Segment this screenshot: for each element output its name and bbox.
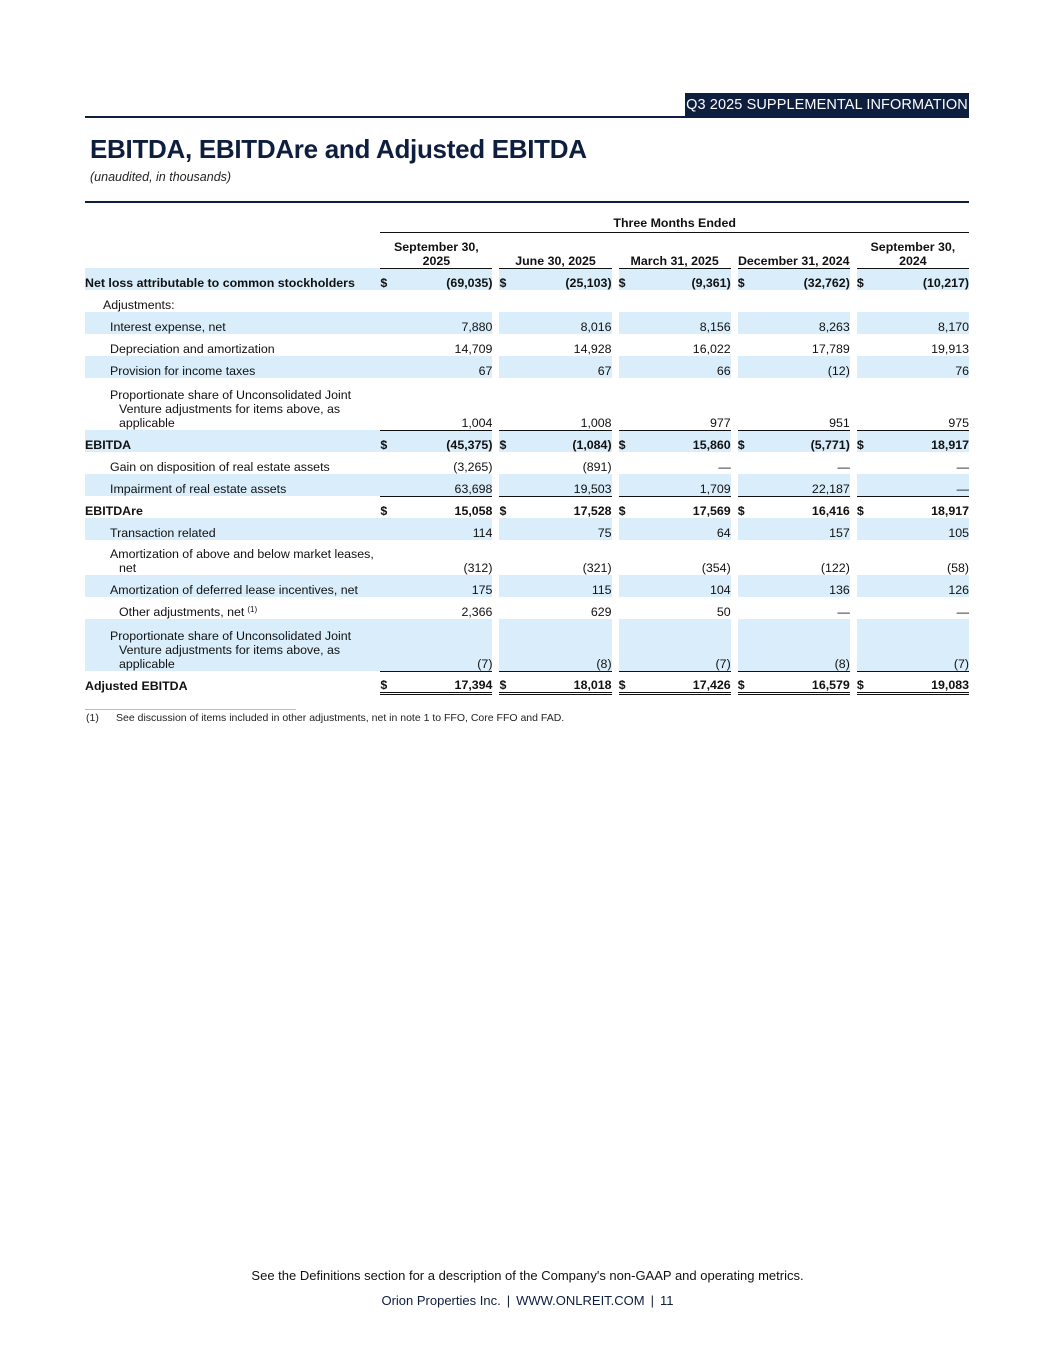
- table-cell: [752, 290, 850, 312]
- dollar-sign: $: [499, 430, 513, 452]
- table-row: [85, 312, 969, 334]
- dollar-sign: [499, 540, 513, 575]
- column-gap: [492, 671, 499, 693]
- table-cell: (8): [752, 619, 850, 671]
- footer-note: See the Definitions section for a description of the Company's non-GAAP and operating metrics.: [251, 1268, 804, 1283]
- footnote-number: (1): [86, 712, 99, 724]
- row-label-text: Other adjustments, net: [119, 605, 245, 619]
- table-cell: 115: [513, 575, 611, 597]
- supplemental-badge: Q3 2025 SUPPLEMENTAL INFORMATION: [685, 93, 969, 118]
- column-gap: [731, 671, 738, 693]
- row-label: [85, 356, 380, 378]
- table-cell: 17,528: [513, 496, 611, 518]
- dollar-sign: [499, 597, 513, 619]
- dollar-sign: [380, 619, 394, 671]
- footnote-text: See discussion of items included in other adjustments, net in note 1 to FFO, Core FFO and FAD.: [116, 712, 565, 724]
- dollar-sign: [857, 597, 871, 619]
- column-gap: [850, 671, 857, 693]
- dollar-sign: [380, 540, 394, 575]
- column-gap: [492, 452, 499, 474]
- column-gap: [850, 430, 857, 452]
- dollar-sign: [857, 474, 871, 496]
- dollar-sign: [738, 378, 752, 430]
- dollar-sign: [738, 540, 752, 575]
- row-label-text: Amortization of above and below market leases, net: [110, 547, 374, 575]
- dollar-sign: $: [380, 671, 394, 693]
- title-rule: [85, 201, 969, 203]
- dollar-sign: [738, 575, 752, 597]
- column-gap: [612, 540, 619, 575]
- table-cell: —: [956, 605, 969, 619]
- table-cell: —: [837, 605, 850, 619]
- column-gap: [492, 496, 499, 518]
- dollar-sign: [857, 312, 871, 334]
- dollar-sign: [738, 597, 752, 619]
- table-cell: 2,366: [461, 605, 493, 619]
- dollar-sign: [380, 378, 394, 430]
- dollar-sign: [499, 619, 513, 671]
- column-gap: [492, 518, 499, 540]
- dollar-sign: $: [857, 268, 871, 290]
- dollar-sign: [499, 334, 513, 356]
- dollar-sign: [499, 575, 513, 597]
- row-label-text: Provision for income taxes: [110, 364, 256, 378]
- column-header: December 31, 2024: [738, 233, 850, 268]
- column-gap: [850, 378, 857, 430]
- column-gap: [850, 290, 857, 312]
- column-gap: [612, 378, 619, 430]
- footer-line: [0, 1293, 1055, 1308]
- table-row: [85, 619, 969, 671]
- column-gap: [612, 430, 619, 452]
- table-cell: [871, 290, 969, 312]
- column-gap: [492, 619, 499, 671]
- table-cell: 126: [871, 575, 969, 597]
- dollar-sign: $: [380, 268, 394, 290]
- column-gap: [492, 597, 499, 619]
- column-gap: [731, 334, 738, 356]
- footer-website[interactable]: WWW.ONLREIT.COM: [516, 1293, 645, 1308]
- dollar-sign: [738, 312, 752, 334]
- dollar-sign: $: [499, 496, 513, 518]
- column-gap: [612, 356, 619, 378]
- table-cell: 16,416: [752, 496, 850, 518]
- footnote-reference: (1): [247, 605, 258, 614]
- table-cell: 63,698: [394, 474, 492, 496]
- table-cell: 19,503: [513, 474, 611, 496]
- dollar-sign: [738, 619, 752, 671]
- table-cell: 17,569: [633, 496, 731, 518]
- column-gap: [612, 597, 619, 619]
- dollar-sign: [380, 597, 394, 619]
- dollar-sign: $: [619, 430, 633, 452]
- row-label-text: Gain on disposition of real estate assets: [110, 460, 330, 474]
- dollar-sign: [857, 378, 871, 430]
- table-cell: 17,789: [811, 342, 850, 356]
- table-cell: 175: [394, 575, 492, 597]
- table-row: [85, 597, 969, 619]
- row-label-text: EBITDAre: [85, 504, 143, 518]
- table-cell: 18,917: [871, 430, 969, 452]
- table-row: [85, 334, 969, 356]
- column-gap: [612, 496, 619, 518]
- column-gap: [612, 290, 619, 312]
- dollar-sign: [380, 356, 394, 378]
- row-label: [85, 597, 380, 619]
- row-label: [85, 312, 380, 334]
- column-header: September 30, 2024: [857, 233, 969, 268]
- header-rule: [85, 116, 687, 118]
- table-cell: 75: [513, 518, 611, 540]
- dollar-sign: [619, 474, 633, 496]
- table-row: [85, 356, 969, 378]
- table-cell: (10,217): [871, 268, 969, 290]
- dollar-sign: $: [499, 671, 513, 693]
- column-gap: [731, 356, 738, 378]
- dollar-sign: [499, 452, 513, 474]
- column-gap: [492, 334, 499, 356]
- row-label: [85, 671, 380, 693]
- ebitda-table: [85, 213, 969, 695]
- column-gap: [612, 334, 619, 356]
- table-cell: 14,709: [454, 342, 493, 356]
- column-gap: [850, 356, 857, 378]
- dollar-sign: $: [738, 430, 752, 452]
- dollar-sign: [380, 312, 394, 334]
- row-label-text: Transaction related: [110, 526, 216, 540]
- table-cell: 105: [871, 518, 969, 540]
- column-gap: [850, 496, 857, 518]
- table-cell: 104: [633, 575, 731, 597]
- row-label: [85, 540, 380, 575]
- table-cell: (12): [752, 356, 850, 378]
- row-label: [85, 378, 380, 430]
- column-gap: [612, 268, 619, 290]
- dollar-sign: [857, 518, 871, 540]
- column-gap: [850, 619, 857, 671]
- dollar-sign: $: [619, 671, 633, 693]
- column-header: June 30, 2025: [499, 233, 611, 268]
- dollar-sign: $: [499, 268, 513, 290]
- dollar-sign: [619, 597, 633, 619]
- column-gap: [612, 452, 619, 474]
- table-cell: 16,579: [752, 671, 850, 693]
- dollar-sign: [738, 356, 752, 378]
- dollar-sign: [857, 540, 871, 575]
- row-label-text: Proportionate share of Unconsolidated Joint Venture adjustments for items above, as applicable: [110, 629, 352, 671]
- dollar-sign: [619, 312, 633, 334]
- dollar-sign: [380, 452, 394, 474]
- table-cell: —: [718, 460, 731, 474]
- column-gap: [850, 540, 857, 575]
- row-label-text: Impairment of real estate assets: [110, 482, 287, 496]
- dollar-sign: $: [857, 430, 871, 452]
- column-gap: [731, 575, 738, 597]
- row-label: [85, 518, 380, 540]
- column-gap: [612, 575, 619, 597]
- row-label: [85, 290, 380, 312]
- dollar-sign: [619, 540, 633, 575]
- table-cell: (3,265): [453, 460, 493, 474]
- table-cell: (58): [946, 561, 969, 575]
- table-cell: 977: [710, 415, 731, 430]
- page-subtitle: (unaudited, in thousands): [90, 170, 232, 184]
- table-cell: 1,004: [461, 415, 493, 430]
- dollar-sign: [857, 452, 871, 474]
- table-cell: (7): [394, 619, 492, 671]
- table-cell: 50: [716, 605, 731, 619]
- table-cell: 18,917: [871, 496, 969, 518]
- dollar-sign: [619, 575, 633, 597]
- dollar-sign: $: [738, 496, 752, 518]
- table-cell: —: [837, 460, 850, 474]
- dollar-sign: [619, 619, 633, 671]
- footer-separator: |: [506, 1293, 511, 1308]
- dollar-sign: [738, 334, 752, 356]
- dollar-sign: $: [738, 268, 752, 290]
- column-gap: [731, 378, 738, 430]
- footnote: [86, 712, 564, 724]
- table-cell: (321): [582, 561, 612, 575]
- table-cell: 8,156: [633, 312, 731, 334]
- dollar-sign: [380, 290, 394, 312]
- table-row: [85, 671, 969, 693]
- row-label: [85, 334, 380, 356]
- row-label: [85, 619, 380, 671]
- table-row: [85, 268, 969, 290]
- dollar-sign: [499, 356, 513, 378]
- table-row: [85, 452, 969, 474]
- table-cell: 19,083: [871, 671, 969, 693]
- table-cell: (7): [633, 619, 731, 671]
- table-cell: 19,913: [931, 342, 969, 356]
- dollar-sign: $: [380, 430, 394, 452]
- dollar-sign: $: [857, 671, 871, 693]
- column-gap: [492, 430, 499, 452]
- column-gap: [850, 474, 857, 496]
- column-gap: [492, 540, 499, 575]
- row-label-text: Amortization of deferred lease incentives, net: [110, 583, 358, 597]
- column-gap: [731, 268, 738, 290]
- table-cell: 67: [394, 356, 492, 378]
- table-cell: 629: [590, 605, 612, 619]
- column-gap: [850, 334, 857, 356]
- table-cell: 66: [633, 356, 731, 378]
- dollar-sign: [857, 356, 871, 378]
- dollar-sign: [619, 378, 633, 430]
- table-cell: 64: [633, 518, 731, 540]
- table-cell: (354): [701, 561, 731, 575]
- column-gap: [731, 597, 738, 619]
- dollar-sign: [380, 518, 394, 540]
- table-cell: 136: [752, 575, 850, 597]
- table-cell: (45,375): [394, 430, 492, 452]
- table-row: [85, 378, 969, 430]
- dollar-sign: [738, 452, 752, 474]
- table-cell: (312): [463, 561, 493, 575]
- column-gap: [492, 268, 499, 290]
- table-cell: 22,187: [752, 474, 850, 496]
- column-gap: [492, 474, 499, 496]
- dollar-sign: [380, 575, 394, 597]
- table-cell: 14,928: [573, 342, 612, 356]
- row-label: [85, 452, 380, 474]
- table-cell: 8,263: [752, 312, 850, 334]
- column-header: September 30, 2025: [380, 233, 492, 268]
- dollar-sign: [499, 290, 513, 312]
- table-cell: 114: [394, 518, 492, 540]
- dollar-sign: [738, 474, 752, 496]
- column-gap: [492, 575, 499, 597]
- column-gap: [612, 474, 619, 496]
- row-label-text: Adjusted EBITDA: [85, 679, 188, 693]
- table-cell: 15,860: [633, 430, 731, 452]
- column-gap: [731, 290, 738, 312]
- column-header: March 31, 2025: [619, 233, 731, 268]
- column-gap: [731, 496, 738, 518]
- table-cell: 1,709: [633, 474, 731, 496]
- table-cell: (7): [871, 619, 969, 671]
- table-cell: 17,394: [394, 671, 492, 693]
- dollar-sign: [619, 290, 633, 312]
- column-gap: [731, 518, 738, 540]
- row-label: [85, 430, 380, 452]
- dollar-sign: [619, 356, 633, 378]
- table-cell: (8): [513, 619, 611, 671]
- column-gap: [731, 312, 738, 334]
- column-gap: [612, 619, 619, 671]
- table-cell: 15,058: [394, 496, 492, 518]
- column-gap: [731, 452, 738, 474]
- row-label-text: Net loss attributable to common stockholders: [85, 276, 355, 290]
- table-row: [85, 496, 969, 518]
- table-cell: 76: [871, 356, 969, 378]
- dollar-sign: [857, 619, 871, 671]
- footer-page-number: 11: [660, 1293, 674, 1308]
- table-cell: —: [956, 460, 969, 474]
- footer-separator: |: [650, 1293, 655, 1308]
- table-cell: (122): [820, 561, 850, 575]
- table-cell: 1,008: [580, 415, 612, 430]
- row-label-text: Interest expense, net: [110, 320, 226, 334]
- dollar-sign: $: [619, 496, 633, 518]
- column-gap: [731, 540, 738, 575]
- dollar-sign: [499, 474, 513, 496]
- dollar-sign: [857, 290, 871, 312]
- column-gap: [612, 671, 619, 693]
- table-row: [85, 474, 969, 496]
- column-gap: [492, 290, 499, 312]
- row-label-text: Adjustments:: [103, 298, 175, 312]
- column-gap: [612, 518, 619, 540]
- table-cell: 17,426: [633, 671, 731, 693]
- table-cell: [513, 290, 611, 312]
- column-gap: [850, 452, 857, 474]
- row-label-text: Proportionate share of Unconsolidated Joint Venture adjustments for items above, as applicable: [110, 388, 352, 430]
- dollar-sign: [499, 312, 513, 334]
- table-cell: (5,771): [752, 430, 850, 452]
- dollar-sign: [619, 334, 633, 356]
- table-row: [85, 518, 969, 540]
- dollar-sign: [499, 518, 513, 540]
- table-cell: 157: [752, 518, 850, 540]
- row-label: [85, 496, 380, 518]
- table-cell: 8,170: [871, 312, 969, 334]
- column-gap: [850, 575, 857, 597]
- table-row: [85, 540, 969, 575]
- dollar-sign: [857, 575, 871, 597]
- dollar-sign: [499, 378, 513, 430]
- row-label: [85, 268, 380, 290]
- table-cell: —: [871, 474, 969, 496]
- row-label-text: EBITDA: [85, 438, 132, 452]
- table-cell: [633, 290, 731, 312]
- group-header: Three Months Ended: [380, 216, 969, 233]
- dollar-sign: [380, 334, 394, 356]
- table-cell: (891): [582, 460, 612, 474]
- column-gap: [850, 518, 857, 540]
- table-cell: (25,103): [513, 268, 611, 290]
- table-cell: 951: [829, 415, 850, 430]
- column-gap: [492, 312, 499, 334]
- dollar-sign: [857, 334, 871, 356]
- column-gap: [492, 356, 499, 378]
- column-gap: [731, 619, 738, 671]
- column-gap: [850, 312, 857, 334]
- table-row: [85, 430, 969, 452]
- table-row: [85, 575, 969, 597]
- row-label: [85, 575, 380, 597]
- dollar-sign: [738, 518, 752, 540]
- table-cell: 16,022: [692, 342, 731, 356]
- table-cell: (69,035): [394, 268, 492, 290]
- dollar-sign: $: [380, 496, 394, 518]
- column-gap: [850, 597, 857, 619]
- table-cell: 67: [513, 356, 611, 378]
- column-gap: [850, 268, 857, 290]
- dollar-sign: $: [857, 496, 871, 518]
- table-cell: (9,361): [633, 268, 731, 290]
- column-gap: [731, 474, 738, 496]
- table-cell: 7,880: [394, 312, 492, 334]
- dollar-sign: [380, 474, 394, 496]
- table-cell: 975: [948, 415, 969, 430]
- row-label-text: Depreciation and amortization: [110, 342, 275, 356]
- footer-company: Orion Properties Inc.: [381, 1293, 501, 1308]
- page-title: EBITDA, EBITDAre and Adjusted EBITDA: [90, 134, 587, 164]
- table-row: [85, 290, 969, 312]
- column-gap: [492, 378, 499, 430]
- column-gap: [612, 312, 619, 334]
- table-cell: (1,084): [513, 430, 611, 452]
- footnote-rule: [85, 709, 296, 710]
- row-label: [85, 474, 380, 496]
- table-cell: [394, 290, 492, 312]
- table-cell: (32,762): [752, 268, 850, 290]
- dollar-sign: [619, 518, 633, 540]
- dollar-sign: [619, 452, 633, 474]
- dollar-sign: $: [619, 268, 633, 290]
- dollar-sign: $: [738, 671, 752, 693]
- column-gap: [731, 430, 738, 452]
- dollar-sign: [738, 290, 752, 312]
- table-cell: 8,016: [513, 312, 611, 334]
- table-cell: 18,018: [513, 671, 611, 693]
